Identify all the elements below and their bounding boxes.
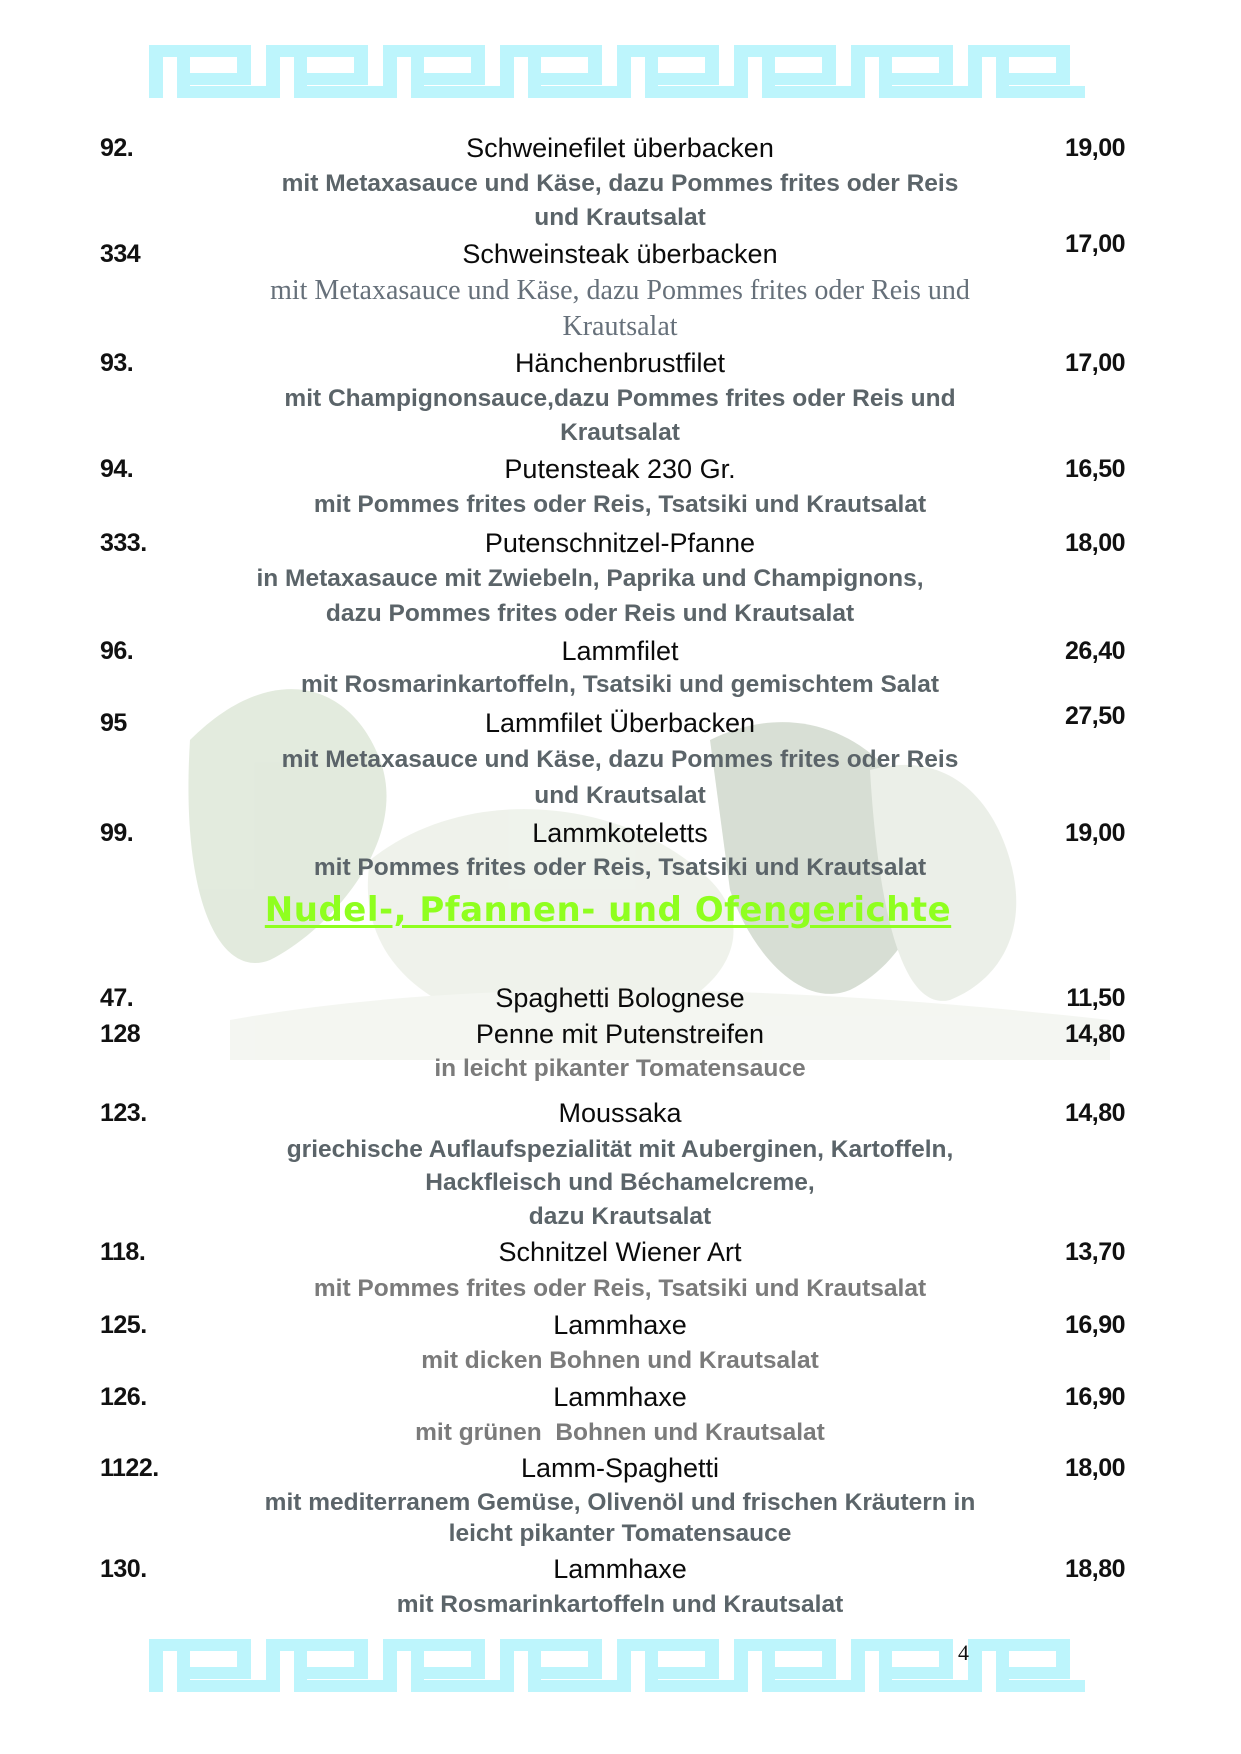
- menu-item-row: [0, 1380, 1241, 1414]
- item-price: 17,00: [1064, 230, 1125, 258]
- item-description: dazu Pommes frites oder Reis und Krautsalat: [325, 600, 855, 627]
- menu-item-row: [0, 1235, 1241, 1269]
- item-description: mit Pommes frites oder Reis, Tsatsiki und Krautsalat: [313, 854, 927, 881]
- greek-key-border-icon: [149, 45, 1106, 98]
- item-number: 96.: [100, 637, 134, 665]
- item-price: 11,50: [1066, 984, 1125, 1012]
- item-description: mit Pommes frites oder Reis, Tsatsiki und Krautsalat: [313, 491, 927, 518]
- item-name: Schweinsteak überbacken: [462, 239, 778, 269]
- item-description: mit mediterranem Gemüse, Olivenöl und frischen Kräutern in: [264, 1489, 976, 1516]
- item-number: 125.: [100, 1311, 147, 1339]
- item-number: 334: [100, 240, 141, 268]
- menu-item-row: [0, 816, 1241, 850]
- item-description: mit Rosmarinkartoffeln, Tsatsiki und gemischtem Salat: [300, 671, 940, 698]
- item-price: 19,00: [1064, 819, 1125, 847]
- item-name: Putensteak 230 Gr.: [504, 454, 736, 484]
- section-heading: Nudel-, Pfannen- und Ofengerichte: [264, 890, 952, 930]
- menu-item-row: [0, 346, 1241, 380]
- item-name: Schweinefilet überbacken: [466, 133, 774, 163]
- item-price: 27,50: [1064, 702, 1125, 730]
- menu-item-row: [0, 452, 1241, 486]
- item-name: Hänchenbrustfilet: [514, 348, 726, 378]
- menu-item-row: [0, 1552, 1241, 1586]
- item-name: Lammhaxe: [553, 1554, 687, 1584]
- item-price: 14,80: [1064, 1020, 1125, 1048]
- menu-item-row: [0, 702, 1241, 740]
- menu-item-row: [0, 1017, 1241, 1051]
- item-price: 18,80: [1064, 1555, 1125, 1583]
- greek-key-border-top: [149, 45, 1106, 98]
- item-description: und Krautsalat: [534, 204, 706, 231]
- item-price: 18,00: [1064, 1454, 1125, 1482]
- item-description: leicht pikanter Tomatensauce: [448, 1520, 792, 1547]
- item-name: Penne mit Putenstreifen: [475, 1019, 765, 1049]
- item-number: 126.: [100, 1383, 147, 1411]
- item-number: 130.: [100, 1555, 147, 1583]
- item-name: Spaghetti Bolognese: [495, 983, 745, 1013]
- item-name: Lammfilet: [561, 636, 679, 666]
- item-price: 16,50: [1064, 455, 1125, 483]
- menu-item-row: [0, 131, 1241, 165]
- item-price: 16,90: [1064, 1383, 1125, 1411]
- item-price: 19,00: [1064, 134, 1125, 162]
- item-name: Putenschnitzel-Pfanne: [484, 528, 756, 558]
- item-number: 1122.: [100, 1454, 159, 1482]
- item-description: mit Pommes frites oder Reis, Tsatsiki und Krautsalat: [313, 1275, 927, 1302]
- item-price: 16,90: [1064, 1311, 1125, 1339]
- item-price: 14,80: [1064, 1099, 1125, 1127]
- item-number: 47.: [100, 984, 134, 1012]
- item-description: mit grünen Bohnen und Krautsalat: [415, 1419, 825, 1446]
- item-number: 99.: [100, 819, 134, 847]
- item-name: Schnitzel Wiener Art: [498, 1237, 742, 1267]
- page-number: 4: [958, 1640, 969, 1665]
- item-number: 123.: [100, 1099, 147, 1127]
- item-number: 93.: [100, 349, 134, 377]
- item-description: in Metaxasauce mit Zwiebeln, Paprika und Champignons,: [256, 565, 924, 592]
- item-name: Lammkoteletts: [532, 818, 708, 848]
- item-description: mit Rosmarinkartoffeln und Krautsalat: [396, 1591, 844, 1618]
- item-name: Lammhaxe: [553, 1382, 687, 1412]
- item-number: 94.: [100, 455, 134, 483]
- item-description: mit Metaxasauce und Käse, dazu Pommes frites oder Reis: [281, 170, 959, 197]
- item-description: mit dicken Bohnen und Krautsalat: [421, 1347, 819, 1374]
- item-description: mit Champignonsauce,dazu Pommes frites oder Reis und: [284, 385, 956, 412]
- menu-item-row: [0, 230, 1241, 271]
- item-price: 26,40: [1064, 637, 1125, 665]
- item-description: Krautsalat: [560, 419, 680, 446]
- item-description: und Krautsalat: [534, 782, 706, 809]
- item-description: Hackfleisch und Béchamelcreme,: [425, 1169, 815, 1196]
- item-description: griechische Auflaufspezialität mit Auberginen, Kartoffeln,: [286, 1136, 954, 1163]
- item-number: 92.: [100, 134, 134, 162]
- item-name: Moussaka: [558, 1098, 682, 1128]
- item-number: 95: [100, 709, 127, 737]
- menu-item-row: [0, 634, 1241, 668]
- item-number: 128: [100, 1020, 141, 1048]
- item-price: 18,00: [1064, 529, 1125, 557]
- item-number: 333.: [100, 529, 147, 557]
- item-name: Lamm-Spaghetti: [520, 1453, 720, 1483]
- menu-item-row: [0, 981, 1241, 1015]
- item-description: in leicht pikanter Tomatensauce: [434, 1055, 806, 1082]
- menu-item-row: [0, 1096, 1241, 1130]
- item-name: Lammhaxe: [553, 1310, 687, 1340]
- menu-item-row: [0, 526, 1241, 560]
- item-description: Krautsalat: [562, 311, 678, 342]
- item-price: 13,70: [1064, 1238, 1125, 1266]
- item-price: 17,00: [1064, 349, 1125, 377]
- menu-item-row: [0, 1451, 1241, 1485]
- item-number: 118.: [100, 1238, 146, 1266]
- item-description: dazu Krautsalat: [528, 1203, 712, 1230]
- item-description: mit Metaxasauce und Käse, dazu Pommes frites oder Reis und: [270, 275, 970, 306]
- item-name: Lammfilet Überbacken: [484, 708, 756, 738]
- item-description: mit Metaxasauce und Käse, dazu Pommes frites oder Reis: [281, 746, 959, 773]
- menu-item-row: [0, 1308, 1241, 1342]
